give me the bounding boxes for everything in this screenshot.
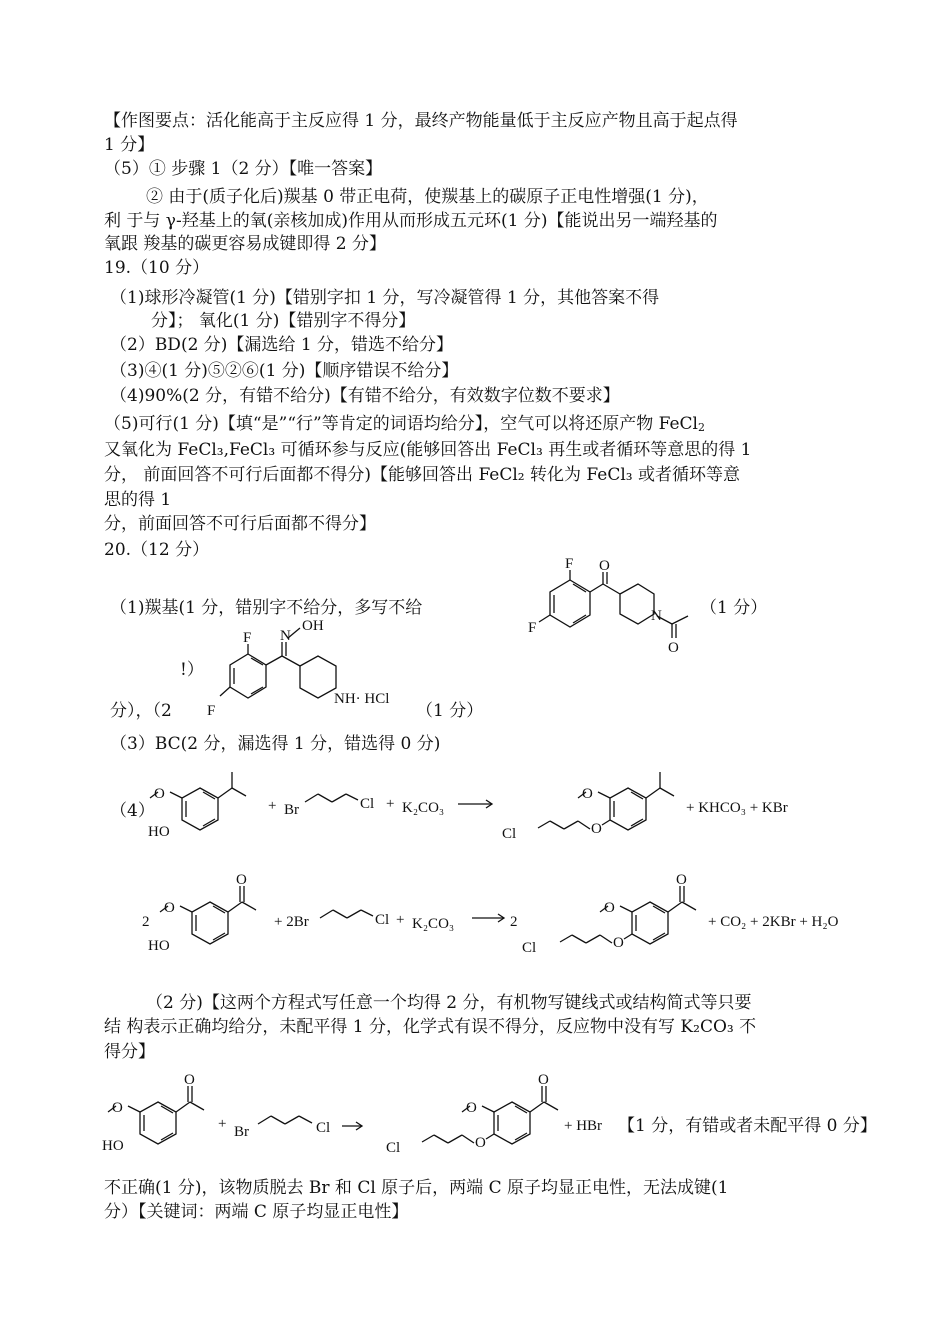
nitrogen-label: N xyxy=(651,608,662,624)
plus-sign: + xyxy=(386,796,395,812)
text-line: 又氧化为 FeCl₃,FeCl₃ 可循环参与反应(能够回答出 FeCl₃ 再生或者循环等意思的得 1 xyxy=(104,440,752,460)
text-line: 结 构表示正确均给分，未配平得 1 分，化学式有误不得分，反应物中没有写 K₂CO₃ 不 xyxy=(104,1017,757,1037)
byproducts: + CO₂ + 2KBr + H₂O xyxy=(708,914,839,930)
oxygen-label: O xyxy=(236,872,247,888)
text-line: （5）① 步骤 1（2 分）【唯一答案】 xyxy=(104,159,383,179)
text-line: 思的得 1 xyxy=(104,490,172,510)
plus-sign: + xyxy=(268,798,277,814)
question-number: 19.（10 分） xyxy=(104,258,210,278)
fluorine-label: F xyxy=(565,556,574,572)
byproducts: + KHCO₃ + KBr xyxy=(686,800,788,816)
oxygen-label: O xyxy=(466,1100,477,1116)
oxygen-label: O xyxy=(599,558,610,574)
fluorine-label: F xyxy=(528,620,537,636)
oxygen-label: O xyxy=(604,900,615,916)
potassium-carbonate: K₂CO₃ xyxy=(412,916,455,932)
hydroxyl-label: HO xyxy=(148,824,170,840)
text-line: （1)羰基(1 分，错别字不给分，多写不给 xyxy=(110,598,423,618)
chlorine-label: Cl xyxy=(316,1120,331,1136)
hydroxyl-label: OH xyxy=(302,618,324,634)
text-line: ② 由于(质子化后)羰基 0 带正电荷，使羰基上的碳原子正电性增强(1 分)， xyxy=(146,187,709,207)
oxygen-label: O xyxy=(591,821,602,837)
hydroxyl-label: HO xyxy=(148,938,170,954)
chlorine-label: Cl xyxy=(502,826,517,842)
text-line: 分， 前面回答不可行后面都不得分)【能够回答出 FeCl₂ 转化为 FeCl₃ 或者循环等意 xyxy=(104,465,741,485)
text-line: （3)④(1 分)⑤②⑥(1 分)【顺序错误不给分】 xyxy=(110,361,459,381)
oxygen-label: O xyxy=(676,872,687,888)
oxygen-label: O xyxy=(164,900,175,916)
text-line: 1 分】 xyxy=(104,135,155,155)
text-line: 分】； 氧化(1 分)【错别字不得分】 xyxy=(151,311,416,331)
text-line: （1)球形冷凝管(1 分)【错别字扣 1 分，写冷凝管得 1 分，其他答案不得 xyxy=(110,288,660,308)
structure-acetyl-piperidine-ketone xyxy=(520,550,710,660)
text-line: （5)可行(1 分)【填“是”“行”等肯定的词语均给分】，空气可以将还原产物 FeCl$_2$ xyxy=(104,414,705,434)
bromine-label: Br xyxy=(284,802,299,818)
chlorine-label: Cl xyxy=(386,1140,401,1156)
text-line: 分）【关键词：两端 C 原子均显正电性】 xyxy=(104,1202,409,1222)
chlorine-label: Cl xyxy=(360,796,375,812)
oxygen-label: O xyxy=(154,786,165,802)
text-line: 【作图要点：活化能高于主反应得 1 分，最终产物能量低于主反应产物且高于起点得 xyxy=(104,111,738,131)
coefficient: 2 xyxy=(510,914,518,930)
score-note: 【1 分，有错或者未配平得 0 分】 xyxy=(618,1116,877,1136)
coefficient: 2 xyxy=(142,914,150,930)
oxygen-label: O xyxy=(668,640,679,656)
text-line: （4） xyxy=(110,801,155,821)
fluorine-label: F xyxy=(207,703,216,719)
text-line: 分，前面回答不可行后面都不得分】 xyxy=(104,514,376,534)
oxygen-label: O xyxy=(613,935,624,951)
oxygen-label: O xyxy=(538,1072,549,1088)
text-line: 利 于与 γ-羟基上的氧(亲核加成)作用从而形成五元环(1 分)【能说出另一端羟基的 xyxy=(104,211,718,231)
amine-hydrochloride-label: NH· HCl xyxy=(334,691,390,707)
equation-1 xyxy=(140,758,820,850)
fluorine-label: F xyxy=(243,630,252,646)
text-line: （2）BD(2 分)【漏选给 1 分，错选不给分】 xyxy=(110,335,454,355)
plus-sign: + xyxy=(218,1116,227,1132)
text-line: （2 分)【这两个方程式写任意一个均得 2 分，有机物写键线式或结构简式等只要 xyxy=(146,993,752,1013)
text-fragment: !） xyxy=(180,660,204,680)
score-label: （1 分） xyxy=(416,701,484,721)
question-number: 20.（12 分） xyxy=(104,540,210,560)
structure-oxime-hydrochloride xyxy=(200,614,420,724)
score-label: （1 分） xyxy=(700,598,768,618)
text-line: 不正确(1 分)，该物质脱去 Br 和 Cl 原子后，两端 C 原子均显正电性，无法成键(1 xyxy=(104,1178,729,1198)
hydroxyl-label: HO xyxy=(102,1138,124,1154)
bromide-reagent: + 2Br xyxy=(274,914,309,930)
equation-2 xyxy=(130,870,890,962)
oxygen-label: O xyxy=(582,786,593,802)
plus-sign: + xyxy=(396,912,405,928)
bromine-label: Br xyxy=(234,1124,249,1140)
equation-3 xyxy=(100,1070,620,1162)
oxygen-label: O xyxy=(475,1135,486,1151)
potassium-carbonate: K₂CO₃ xyxy=(402,800,445,816)
text-line: 得分】 xyxy=(104,1042,155,1062)
byproduct-hbr: + HBr xyxy=(564,1118,603,1134)
text-line: 分），（2 xyxy=(110,701,172,721)
text-line: 氧跟 羧基的碳更容易成键即得 2 分】 xyxy=(104,234,387,254)
oxygen-label: O xyxy=(184,1072,195,1088)
nitrogen-label: N xyxy=(280,628,291,644)
chlorine-label: Cl xyxy=(375,912,390,928)
oxygen-label: O xyxy=(112,1100,123,1116)
text-line: （3）BC(2 分，漏选得 1 分，错选得 0 分) xyxy=(110,734,441,754)
text-line: （4)90%(2 分，有错不给分)【有错不给分，有效数字位数不要求】 xyxy=(110,386,620,406)
chlorine-label: Cl xyxy=(522,940,537,956)
